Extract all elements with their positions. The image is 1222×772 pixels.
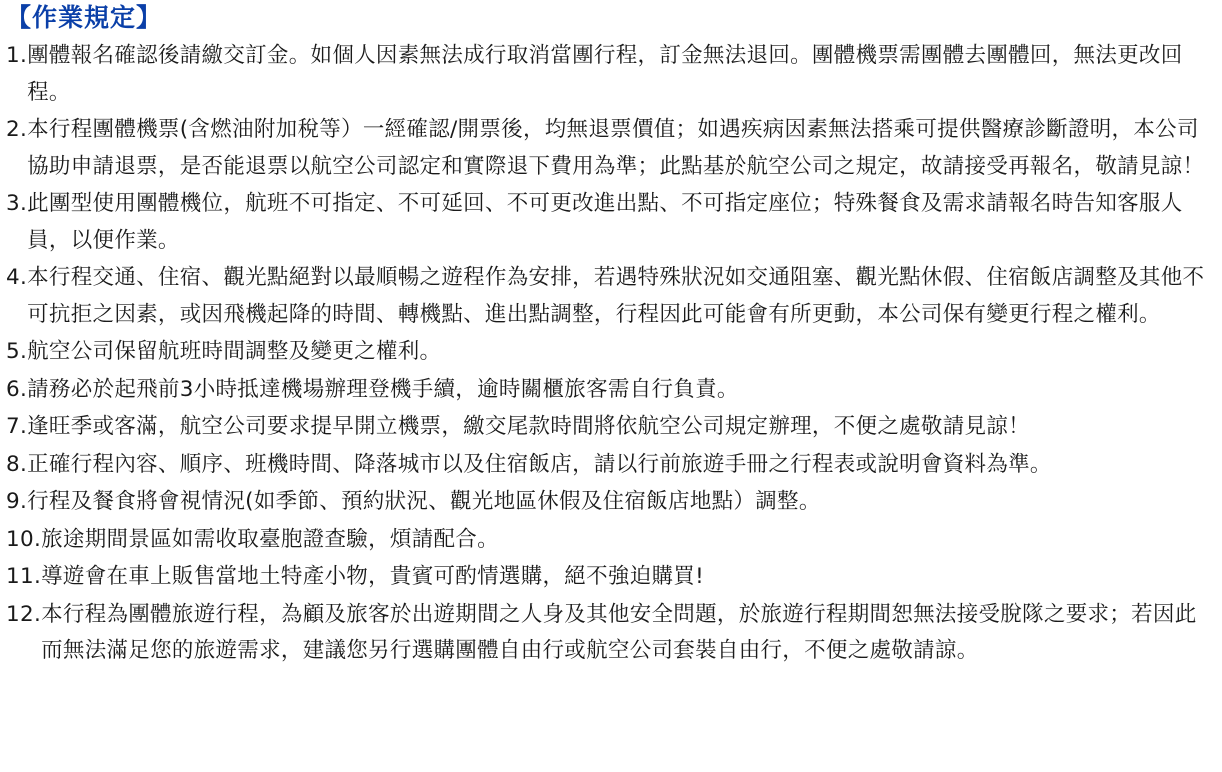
rule-number: 6. <box>6 376 28 402</box>
rule-item-4 <box>6 260 1218 333</box>
rule-item-12 <box>6 597 1218 670</box>
rule-item-6 <box>6 372 1218 409</box>
rule-text: 本行程團體機票(含燃油附加稅等）一經確認/開票後，均無退票價值；如遇疾病因素無法搭乘可提供醫療診斷證明，本公司協助申請退票，是否能退票以航空公司認定和實際退下費用為準；此點基於航空公司之規定，故請接受再報名，敬請見諒！ <box>27 117 1205 179</box>
rules-list <box>6 38 1218 670</box>
rule-text: 此團型使用團體機位，航班不可指定、不可延回、不可更改進出點、不可指定座位；特殊餐食及需求請報名時告知客服人員，以便作業。 <box>27 191 1183 253</box>
rule-item-2 <box>6 112 1218 185</box>
rule-item-11 <box>6 559 1218 596</box>
rule-number: 10. <box>6 526 42 552</box>
rule-number: 7. <box>6 414 28 439</box>
rule-number: 5. <box>6 339 28 364</box>
rule-text: 正確行程內容、順序、班機時間、降落城市以及住宿飯店，請以行前旅遊手冊之行程表或說明會資料為準。 <box>27 451 1052 477</box>
rule-number: 9. <box>6 489 28 514</box>
rule-text: 導遊會在車上販售當地土特產小物，貴賓可酌情選購，絕不強迫購買! <box>41 564 705 589</box>
rule-number: 1. <box>6 43 28 68</box>
rule-text: 逢旺季或客滿，航空公司要求提早開立機票，繳交尾款時間將依航空公司規定辦理，不便之處敬請見諒！ <box>27 414 1030 439</box>
rule-item-9 <box>6 484 1218 521</box>
rule-number: 3. <box>6 191 28 216</box>
rule-text: 本行程為團體旅遊行程，為顧及旅客於出遊期間之人身及其他安全問題，於旅遊行程期間恕無法接受脫隊之要求；若因此而無法滿足您的旅遊需求，建議您另行選購團體自由行或航空公司套裝自由行，不便之處敬請諒。 <box>41 601 1197 663</box>
rule-item-5 <box>6 334 1218 371</box>
rule-text: 團體報名確認後請繳交訂金。如個人因素無法成行取消當團行程，訂金無法退回。團體機票需團體去團體回，無法更改回程。 <box>27 43 1183 105</box>
rule-text: 航空公司保留航班時間調整及變更之權利。 <box>27 339 442 364</box>
rule-number: 2. <box>6 117 28 142</box>
rule-text: 行程及餐食將會視情況(如季節、預約狀況、觀光地區休假及住宿飯店地點）調整。 <box>27 489 821 514</box>
rule-text: 旅途期間景區如需收取臺胞證查驗，煩請配合。 <box>41 526 499 552</box>
rule-item-10 <box>6 522 1218 559</box>
rule-text: 本行程交通、住宿、觀光點絕對以最順暢之遊程作為安排，若遇特殊狀況如交通阻塞、觀光點休假、住宿飯店調整及其他不可抗拒之因素，或因飛機起降的時間、轉機點、進出點調整，行程因此可能會有所更動，本公司保有變更行程之權利。 <box>27 265 1205 327</box>
rule-text: 請務必於起飛前3小時抵達機場辦理登機手續，逾時關櫃旅客需自行負責。 <box>27 376 739 402</box>
rule-number: 4. <box>6 265 28 290</box>
rule-number: 11. <box>6 564 42 589</box>
rule-item-3 <box>6 186 1218 259</box>
rule-item-8 <box>6 447 1218 484</box>
rule-item-1 <box>6 38 1218 111</box>
rule-number: 12. <box>6 601 42 627</box>
rule-item-7 <box>6 409 1218 446</box>
page-title: 【作業規定】 <box>6 3 163 32</box>
rule-number: 8. <box>6 451 28 477</box>
